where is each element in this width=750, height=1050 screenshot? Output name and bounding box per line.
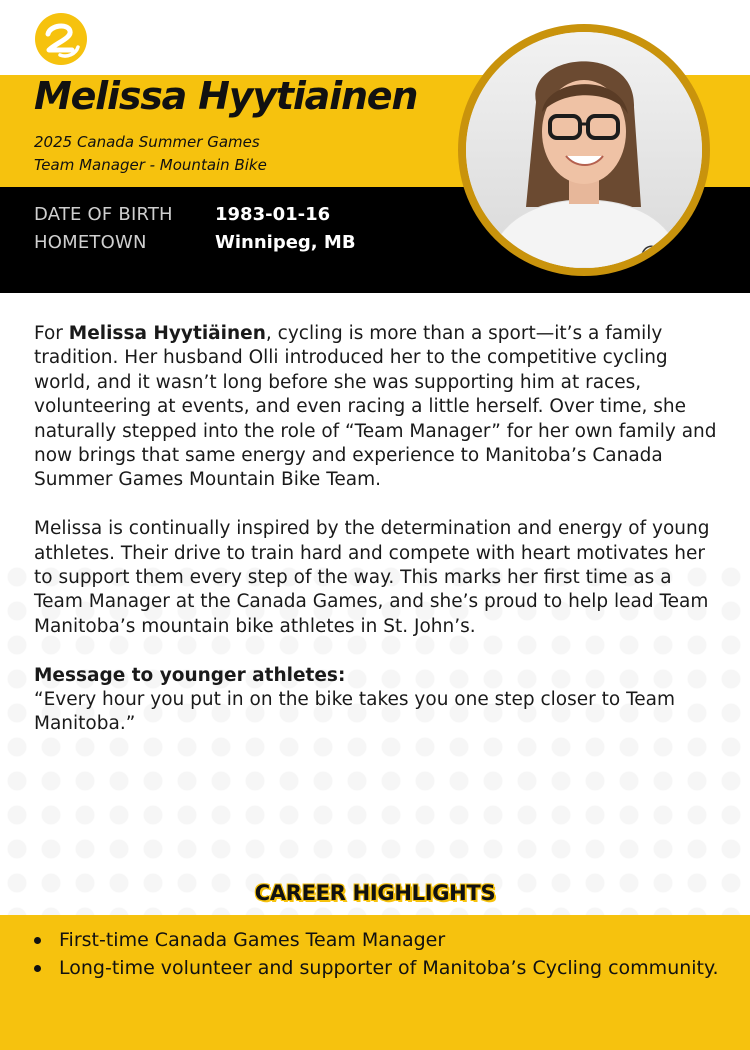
hometown-value: Winnipeg, MB (215, 232, 356, 253)
bio-paragraph-2: Melissa is continually inspired by the determination and energy of young athletes. Their drive to train hard and compete with heart motivates her to support them every step of the way. This marks her first time as a Team Manager at the Canada Games, and she’s proud to help lead Team Manitoba’s mountain bike athletes in St. John’s. (34, 518, 710, 637)
subtitle-role: Team Manager - Mountain Bike (34, 156, 267, 174)
bio-p1-name: Melissa Hyytiäinen (68, 323, 266, 344)
canada-games-logo-icon (34, 12, 88, 66)
subtitle-event: 2025 Canada Summer Games (34, 133, 260, 151)
highlight-text: First-time Canada Games Team Manager (59, 929, 446, 951)
bullet-icon (34, 965, 41, 972)
portrait-illustration (466, 32, 702, 268)
career-highlights-title: CAREER HIGHLIGHTS (254, 881, 496, 905)
bio-body (34, 322, 724, 737)
dob-value: 1983-01-16 (215, 204, 331, 225)
portrait-photo (466, 32, 702, 268)
list-item (34, 926, 724, 954)
dob-label: DATE OF BIRTH (34, 204, 173, 225)
bio-p1-prefix: For (34, 323, 69, 344)
portrait-frame (458, 24, 710, 276)
athlete-name: Melissa Hyytiainen (34, 74, 418, 118)
list-item (34, 954, 724, 982)
bio-paragraph-1 (34, 322, 724, 493)
bullet-icon (34, 937, 41, 944)
bio-p1-rest: , cycling is more than a sport—it’s a family tradition. Her husband Olli introduced her to the competitive cycling world, and it wasn’t long before she was supporting him at races, volunteering at events, and even racing a little herself. Over time, she naturally stepped into the role of “Team Manager” for her own family and now brings that same energy and experience to Manitoba’s Canada Summer Games Mountain Bike Team. (34, 323, 717, 491)
career-highlights-list (34, 926, 724, 982)
message-quote: “Every hour you put in on the bike takes you one step closer to Team Manitoba.” (34, 689, 675, 735)
highlight-text: Long-time volunteer and supporter of Manitoba’s Cycling community. (59, 957, 719, 979)
message-heading: Message to younger athletes: (34, 664, 346, 686)
hometown-label: HOMETOWN (34, 232, 147, 253)
subtitle (34, 131, 267, 177)
